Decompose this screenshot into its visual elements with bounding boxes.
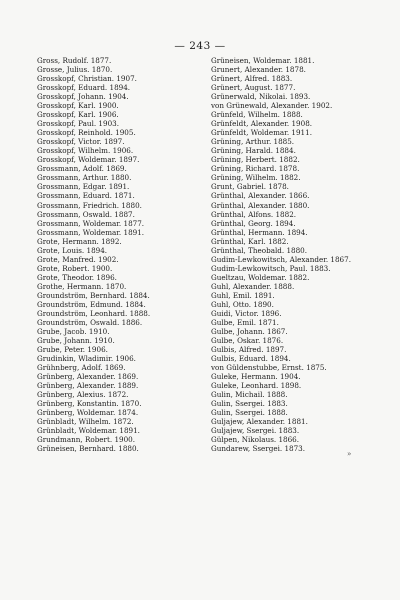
list-item: Grote, Hermann. 1892. [37, 236, 122, 246]
list-item: Grothe, Hermann. 1870. [37, 281, 127, 291]
list-item: Grünert, Alfred. 1883. [211, 74, 293, 84]
list-item: Grüning, Harald. 1884. [211, 146, 296, 156]
list-item: Grosskopf, Eduard. 1894. [37, 83, 131, 93]
list-item: Grossmann, Woldemar. 1891. [37, 227, 145, 237]
list-item: Grünthal, Karl. 1882. [211, 236, 289, 246]
list-item: Grüning, Richard. 1878. [211, 164, 300, 174]
list-item: Grünberg, Woldemar. 1874. [37, 408, 139, 418]
page-number: — 243 — [174, 40, 226, 52]
list-item: Grossmann, Arthur. 1880. [37, 173, 132, 183]
list-item: Guhl, Otto. 1890. [211, 299, 274, 309]
list-item: Guljajew, Ssergei. 1883. [211, 426, 300, 436]
list-item: Grosskopf, Wilhelm. 1906. [37, 146, 134, 156]
list-item: Groundström, Oswald. 1886. [37, 317, 143, 327]
list-item: Gulin, Ssergei. 1888. [211, 408, 288, 418]
list-item: Grünert, August. 1877. [211, 83, 296, 93]
list-item: Gudim-Lewkowitsch, Paul. 1883. [211, 263, 331, 273]
list-item: Grüning, Wilhelm. 1882. [211, 173, 301, 183]
list-item: Gulin, Ssergei. 1883. [211, 399, 288, 409]
list-item: Grünthal, Alfons. 1882. [211, 209, 297, 219]
list-item: Grünthal, Alexander. 1880. [211, 200, 310, 210]
list-item: Grote, Louis. 1894. [37, 245, 108, 255]
list-item: Groundström, Edmund. 1884. [37, 299, 146, 309]
list-item: Groundström, Bernhard. 1884. [37, 290, 150, 300]
list-item: Grosskopf, Reinhold. 1905. [37, 128, 136, 138]
list-item: Grosskopf, Paul. 1903. [37, 119, 120, 129]
list-item: Gulbe, Emil. 1871. [211, 317, 279, 327]
list-item: Guhl, Emil. 1891. [211, 290, 275, 300]
list-item: Guidi, Victor. 1896. [211, 308, 282, 318]
left-column [37, 56, 197, 453]
list-item: Grunert, Alexander. 1878. [211, 65, 306, 75]
list-item: Grünbladt, Wilhelm. 1872. [37, 417, 134, 427]
list-item: Grüning, Herbert. 1882. [211, 155, 300, 165]
list-item: Grosskopf, Woldemar. 1897. [37, 155, 140, 165]
list-item: Grüneisen, Bernhard. 1880. [37, 444, 139, 454]
list-item: Grube, Jacob. 1910. [37, 326, 110, 336]
list-item: Grünthal, Georg. 1894. [211, 218, 296, 228]
list-item: Grossmann, Adolf. 1869. [37, 164, 127, 174]
list-item: Grube, Peter. 1906. [37, 345, 108, 354]
list-item: Gulbe, Johann. 1867. [211, 326, 288, 336]
list-item: Grünerwald, Nikolai. 1893. [211, 92, 311, 102]
list-item: von Grünewald, Alexander. 1902. [211, 101, 333, 111]
list-item: Grünfeldt, Woldemar. 1911. [211, 128, 312, 138]
list-item: Gueltzau, Woldemar. 1882. [211, 272, 310, 282]
list-item: Gudim-Lewkowitsch, Alexander. 1867. [211, 254, 351, 264]
list-item: Grünthal, Alexander. 1866. [211, 191, 310, 201]
list-item: Gundarew, Ssergei. 1873. [211, 444, 306, 454]
list-item: Guleke, Hermann. 1904. [211, 372, 301, 382]
right-column [211, 56, 381, 453]
list-item: Gulbis, Eduard. 1894. [211, 354, 291, 364]
list-item: Grossmann, Friedrich. 1880. [37, 200, 142, 210]
list-item: Grosskopf, Victor. 1897. [37, 137, 125, 147]
list-item: Grube, Johann. 1910. [37, 335, 115, 345]
list-item: Grunt, Gabriel. 1878. [211, 182, 289, 192]
list-item: Grosskopf, Christian. 1907. [37, 74, 137, 84]
list-item: Groundström, Leonhard. 1888. [37, 308, 151, 318]
list-item: Grüning, Arthur. 1885. [211, 137, 295, 147]
list-item: Grünfeld, Wilhelm. 1888. [211, 110, 303, 120]
list-item: Grünberg, Konstantin. 1870. [37, 399, 142, 409]
list-item: Gülpen, Nikolaus. 1866. [211, 435, 300, 445]
list-item: Grosskopf, Karl. 1900. [37, 101, 119, 111]
list-item: Grossmann, Oswald. 1887. [37, 209, 135, 219]
list-item: Grünberg, Alexius. 1872. [37, 390, 129, 400]
list-item: Grossmann, Eduard. 1871. [37, 191, 135, 201]
stray-mark: » [347, 450, 352, 458]
list-item: Gross, Rudolf. 1877. [37, 56, 112, 65]
list-item: Gulbe, Oskar. 1876. [211, 335, 284, 345]
list-item: Guhl, Alexander. 1888. [211, 281, 295, 291]
list-item: Grünberg, Alexander. 1869. [37, 372, 139, 382]
list-item: Grosskopf, Johann. 1904. [37, 92, 129, 102]
list-item: von Güldenstubbe, Ernst. 1875. [211, 363, 327, 373]
list-item: Grossmann, Woldemar. 1877. [37, 218, 145, 228]
list-item: Guljajew, Alexander. 1881. [211, 417, 308, 427]
list-item: Grüneisen, Woldemar. 1881. [211, 56, 315, 65]
list-item: Grote, Theodor. 1896. [37, 272, 117, 282]
list-item: Grünfeldt, Alexander. 1908. [211, 119, 313, 129]
list-item: Grünbladt, Woldemar. 1891. [37, 426, 140, 436]
list-item: Grossmann, Edgar. 1891. [37, 182, 130, 192]
list-item: Grosskopf, Karl. 1906. [37, 110, 119, 120]
list-item: Gulbis, Alfred. 1897. [211, 345, 287, 354]
list-item: Grünberg, Alexander. 1889. [37, 381, 139, 391]
list-item: Grünthal, Hermann. 1894. [211, 227, 308, 237]
list-item: Grudinkin, Wladimir. 1906. [37, 354, 136, 364]
list-item: Gulin, Michail. 1888. [211, 390, 288, 400]
list-item: Grote, Robert. 1900. [37, 263, 113, 273]
list-item: Grundmann, Robert. 1900. [37, 435, 136, 445]
list-item: Grote, Manfred. 1902. [37, 254, 119, 264]
list-item: Guleke, Leonhard. 1898. [211, 381, 302, 391]
list-item: Grünthal, Theobald. 1880. [211, 245, 308, 255]
list-item: Grühnberg, Adolf. 1869. [37, 363, 126, 373]
list-item: Grosse, Julius. 1870. [37, 65, 113, 75]
